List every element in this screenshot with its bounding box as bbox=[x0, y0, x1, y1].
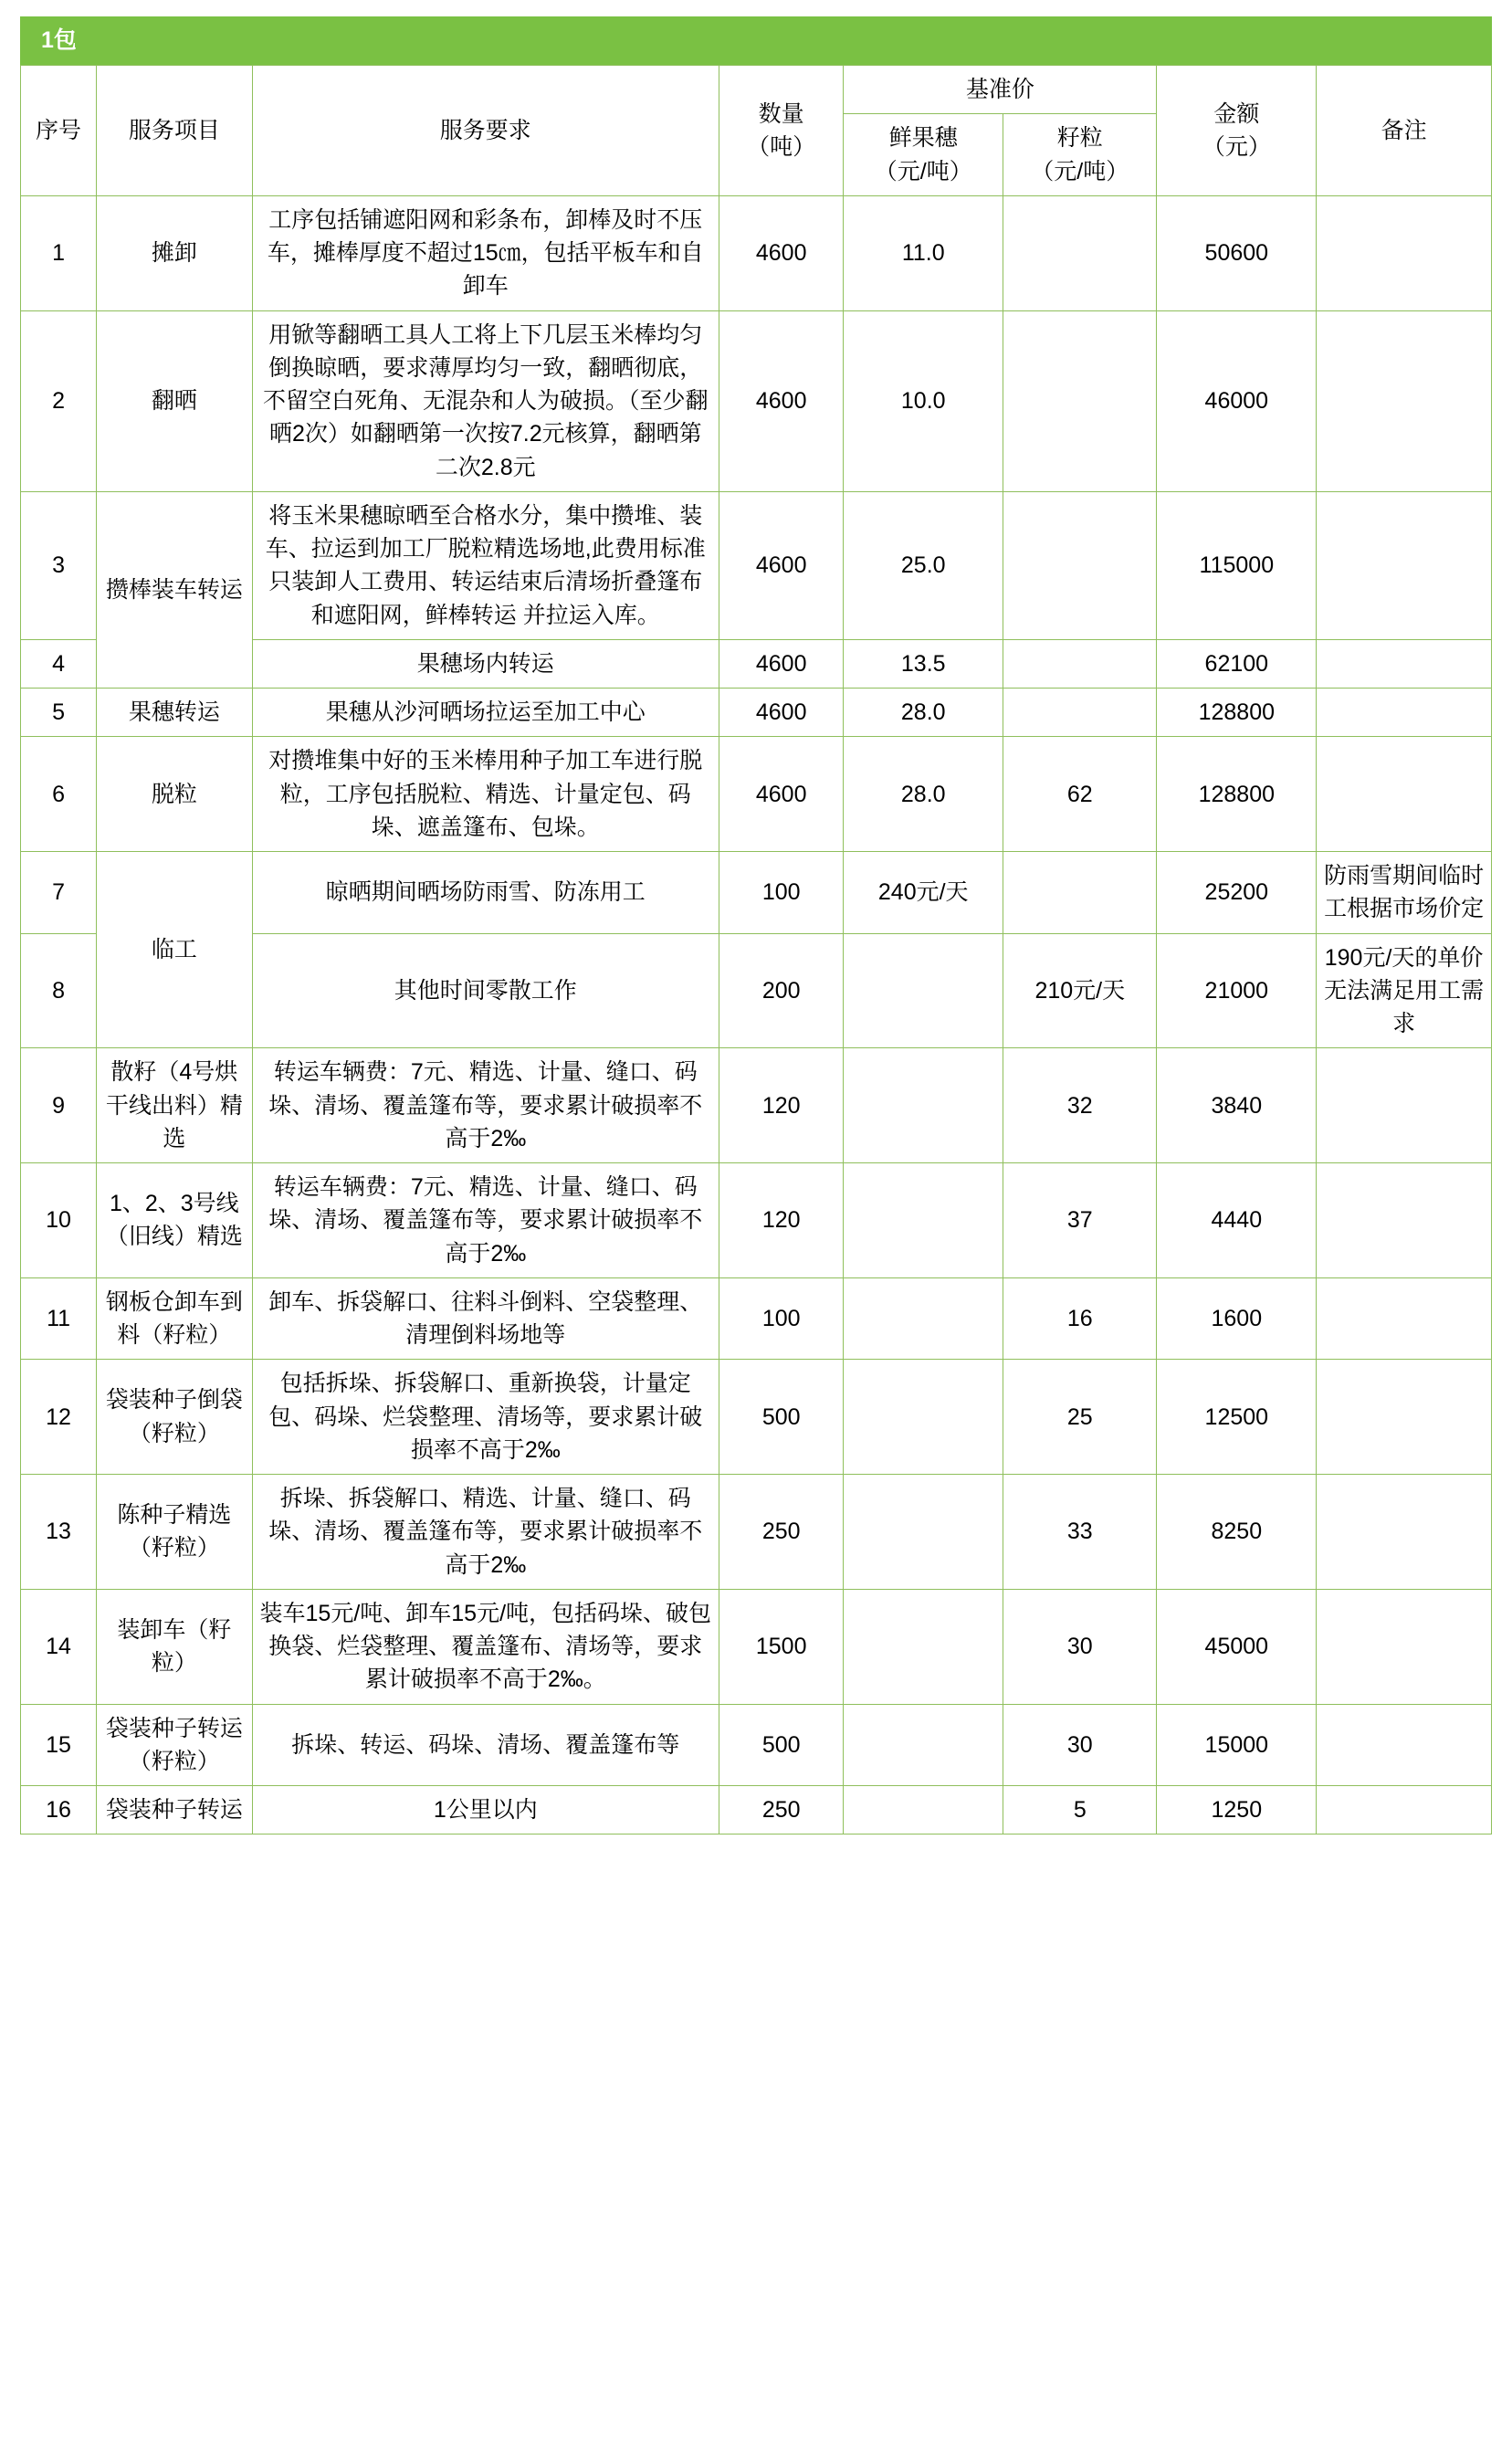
cell-quantity: 250 bbox=[719, 1475, 843, 1590]
cell-item: 脱粒 bbox=[97, 737, 252, 852]
cell-fresh-price bbox=[844, 1360, 1003, 1475]
cell-requirement: 卸车、拆袋解口、往料斗倒料、空袋整理、清理倒料场地等 bbox=[252, 1277, 719, 1360]
cell-amount: 128800 bbox=[1157, 689, 1317, 737]
cell-note bbox=[1317, 1704, 1492, 1786]
table-row bbox=[21, 737, 1492, 852]
header-fresh-price-line1: 鲜果穗 bbox=[888, 125, 958, 152]
cell-item: 装卸车（籽粒） bbox=[97, 1589, 252, 1704]
table-row bbox=[21, 1786, 1492, 1834]
cell-seed-price: 30 bbox=[1003, 1589, 1157, 1704]
cell-seq: 13 bbox=[21, 1475, 97, 1590]
cell-item: 钢板仓卸车到料（籽粒） bbox=[97, 1277, 252, 1360]
package-banner: 1包 bbox=[20, 16, 1492, 65]
cell-amount: 115000 bbox=[1157, 491, 1317, 639]
cell-seq: 11 bbox=[21, 1277, 97, 1360]
cell-fresh-price bbox=[844, 1475, 1003, 1590]
cell-fresh-price: 10.0 bbox=[844, 310, 1003, 491]
cell-quantity: 100 bbox=[719, 1277, 843, 1360]
cell-quantity: 4600 bbox=[719, 310, 843, 491]
header-base-price: 基准价 bbox=[844, 66, 1157, 114]
cell-item: 临工 bbox=[97, 852, 252, 1048]
cell-fresh-price: 240元/天 bbox=[844, 852, 1003, 934]
cell-note bbox=[1317, 1163, 1492, 1278]
cell-quantity: 4600 bbox=[719, 737, 843, 852]
cell-note: 防雨雪期间临时工根据市场价定 bbox=[1317, 852, 1492, 934]
cell-seq: 14 bbox=[21, 1589, 97, 1704]
cell-item: 1、2、3号线（旧线）精选 bbox=[97, 1163, 252, 1278]
cell-amount: 50600 bbox=[1157, 195, 1317, 310]
cell-amount: 21000 bbox=[1157, 933, 1317, 1048]
cell-seed-price: 25 bbox=[1003, 1360, 1157, 1475]
table-row bbox=[21, 1048, 1492, 1163]
table-row bbox=[21, 1589, 1492, 1704]
cell-note bbox=[1317, 1277, 1492, 1360]
cell-fresh-price: 28.0 bbox=[844, 689, 1003, 737]
cell-requirement: 拆垛、转运、码垛、清场、覆盖篷布等 bbox=[252, 1704, 719, 1786]
cell-amount: 3840 bbox=[1157, 1048, 1317, 1163]
cell-requirement: 转运车辆费：7元、精选、计量、缝口、码垛、清场、覆盖篷布等，要求累计破损率不高于2‰ bbox=[252, 1048, 719, 1163]
cell-amount: 12500 bbox=[1157, 1360, 1317, 1475]
cell-quantity: 120 bbox=[719, 1048, 843, 1163]
cell-seq: 2 bbox=[21, 310, 97, 491]
cell-fresh-price bbox=[844, 933, 1003, 1048]
header-item: 服务项目 bbox=[97, 66, 252, 196]
cell-fresh-price: 25.0 bbox=[844, 491, 1003, 639]
cell-seq: 3 bbox=[21, 491, 97, 639]
cell-seed-price bbox=[1003, 310, 1157, 491]
cell-requirement: 包括拆垛、拆袋解口、重新换袋，计量定包、码垛、烂袋整理、清场等，要求累计破损率不高于2‰ bbox=[252, 1360, 719, 1475]
table-row bbox=[21, 1475, 1492, 1590]
header-requirement: 服务要求 bbox=[252, 66, 719, 196]
header-amount-line2: （元） bbox=[1202, 133, 1271, 160]
cell-seq: 6 bbox=[21, 737, 97, 852]
cell-quantity: 500 bbox=[719, 1360, 843, 1475]
cell-requirement: 工序包括铺遮阳网和彩条布，卸棒及时不压车，摊棒厚度不超过15㎝，包括平板车和自卸车 bbox=[252, 195, 719, 310]
cell-quantity: 500 bbox=[719, 1704, 843, 1786]
cell-seq: 15 bbox=[21, 1704, 97, 1786]
cell-note bbox=[1317, 737, 1492, 852]
cell-quantity: 1500 bbox=[719, 1589, 843, 1704]
cell-requirement: 装车15元/吨、卸车15元/吨，包括码垛、破包换袋、烂袋整理、覆盖篷布、清场等，要求累计破损率不高于2‰。 bbox=[252, 1589, 719, 1704]
header-seed-price bbox=[1003, 114, 1157, 196]
cell-seq: 8 bbox=[21, 933, 97, 1048]
bid-items-table bbox=[20, 65, 1492, 1834]
cell-seed-price: 33 bbox=[1003, 1475, 1157, 1590]
cell-requirement: 果穗场内转运 bbox=[252, 639, 719, 688]
table-row bbox=[21, 1163, 1492, 1278]
cell-seed-price bbox=[1003, 491, 1157, 639]
cell-amount: 15000 bbox=[1157, 1704, 1317, 1786]
header-amount bbox=[1157, 66, 1317, 196]
cell-quantity: 4600 bbox=[719, 639, 843, 688]
cell-seed-price: 32 bbox=[1003, 1048, 1157, 1163]
cell-seq: 1 bbox=[21, 195, 97, 310]
cell-requirement: 对攒堆集中好的玉米棒用种子加工车进行脱粒，工序包括脱粒、精选、计量定包、码垛、遮盖篷布、包垛。 bbox=[252, 737, 719, 852]
cell-amount: 128800 bbox=[1157, 737, 1317, 852]
cell-amount: 45000 bbox=[1157, 1589, 1317, 1704]
cell-amount: 8250 bbox=[1157, 1475, 1317, 1590]
cell-note bbox=[1317, 1475, 1492, 1590]
cell-item: 袋装种子转运（籽粒） bbox=[97, 1704, 252, 1786]
cell-note bbox=[1317, 689, 1492, 737]
header-quantity bbox=[719, 66, 843, 196]
cell-requirement: 果穗从沙河晒场拉运至加工中心 bbox=[252, 689, 719, 737]
cell-quantity: 4600 bbox=[719, 195, 843, 310]
cell-note bbox=[1317, 310, 1492, 491]
cell-seq: 16 bbox=[21, 1786, 97, 1834]
cell-amount: 46000 bbox=[1157, 310, 1317, 491]
cell-seed-price bbox=[1003, 639, 1157, 688]
cell-seed-price: 37 bbox=[1003, 1163, 1157, 1278]
cell-seq: 10 bbox=[21, 1163, 97, 1278]
cell-note bbox=[1317, 1589, 1492, 1704]
cell-quantity: 250 bbox=[719, 1786, 843, 1834]
table-row bbox=[21, 689, 1492, 737]
cell-requirement: 晾晒期间晒场防雨雪、防冻用工 bbox=[252, 852, 719, 934]
header-fresh-price bbox=[844, 114, 1003, 196]
cell-requirement: 1公里以内 bbox=[252, 1786, 719, 1834]
cell-requirement: 用锨等翻晒工具人工将上下几层玉米棒均匀倒换晾晒，要求薄厚均匀一致，翻晒彻底，不留空白死角、无混杂和人为破损。（至少翻晒2次）如翻晒第一次按7.2元核算，翻晒第二次2.8元 bbox=[252, 310, 719, 491]
header-note: 备注 bbox=[1317, 66, 1492, 196]
table-row bbox=[21, 1704, 1492, 1786]
cell-fresh-price: 11.0 bbox=[844, 195, 1003, 310]
cell-note: 190元/天的单价无法满足用工需求 bbox=[1317, 933, 1492, 1048]
cell-fresh-price bbox=[844, 1163, 1003, 1278]
cell-requirement: 将玉米果穗晾晒至合格水分，集中攒堆、装车、拉运到加工厂脱粒精选场地,此费用标准只装卸人工费用、转运结束后清场折叠篷布和遮阳网，鲜棒转运 并拉运入库。 bbox=[252, 491, 719, 639]
header-quantity-line1: 数量 bbox=[758, 100, 804, 127]
cell-item: 袋装种子转运 bbox=[97, 1786, 252, 1834]
cell-fresh-price: 28.0 bbox=[844, 737, 1003, 852]
cell-item: 摊卸 bbox=[97, 195, 252, 310]
table-row bbox=[21, 491, 1492, 639]
cell-amount: 25200 bbox=[1157, 852, 1317, 934]
cell-fresh-price bbox=[844, 1704, 1003, 1786]
cell-item: 攒棒装车转运 bbox=[97, 491, 252, 688]
table-header-row-1 bbox=[21, 66, 1492, 114]
cell-seq: 4 bbox=[21, 639, 97, 688]
cell-fresh-price bbox=[844, 1786, 1003, 1834]
cell-quantity: 200 bbox=[719, 933, 843, 1048]
table-row bbox=[21, 1277, 1492, 1360]
cell-seed-price: 16 bbox=[1003, 1277, 1157, 1360]
cell-note bbox=[1317, 491, 1492, 639]
table-row bbox=[21, 1360, 1492, 1475]
table-row bbox=[21, 310, 1492, 491]
cell-quantity: 4600 bbox=[719, 689, 843, 737]
table-row bbox=[21, 195, 1492, 310]
cell-note bbox=[1317, 195, 1492, 310]
cell-note bbox=[1317, 1360, 1492, 1475]
cell-amount: 4440 bbox=[1157, 1163, 1317, 1278]
cell-item: 袋装种子倒袋（籽粒） bbox=[97, 1360, 252, 1475]
cell-seq: 9 bbox=[21, 1048, 97, 1163]
cell-seed-price bbox=[1003, 852, 1157, 934]
table-row bbox=[21, 852, 1492, 934]
cell-quantity: 120 bbox=[719, 1163, 843, 1278]
cell-item: 果穗转运 bbox=[97, 689, 252, 737]
cell-item: 散籽（4号烘干线出料）精选 bbox=[97, 1048, 252, 1163]
header-seq: 序号 bbox=[21, 66, 97, 196]
header-amount-line1: 金额 bbox=[1213, 100, 1260, 127]
cell-note bbox=[1317, 1786, 1492, 1834]
header-seed-price-line1: 籽粒 bbox=[1056, 125, 1103, 152]
cell-note bbox=[1317, 1048, 1492, 1163]
cell-seed-price: 210元/天 bbox=[1003, 933, 1157, 1048]
cell-fresh-price: 13.5 bbox=[844, 639, 1003, 688]
cell-item: 陈种子精选（籽粒） bbox=[97, 1475, 252, 1590]
cell-fresh-price bbox=[844, 1048, 1003, 1163]
cell-requirement: 其他时间零散工作 bbox=[252, 933, 719, 1048]
cell-seed-price bbox=[1003, 195, 1157, 310]
cell-seed-price: 30 bbox=[1003, 1704, 1157, 1786]
cell-seq: 12 bbox=[21, 1360, 97, 1475]
cell-seed-price bbox=[1003, 689, 1157, 737]
cell-seq: 5 bbox=[21, 689, 97, 737]
header-seed-price-line2: （元/吨） bbox=[1031, 158, 1129, 184]
cell-seq: 7 bbox=[21, 852, 97, 934]
header-quantity-line2: （吨） bbox=[747, 133, 816, 160]
cell-note bbox=[1317, 639, 1492, 688]
cell-requirement: 拆垛、拆袋解口、精选、计量、缝口、码垛、清场、覆盖篷布等，要求累计破损率不高于2‰ bbox=[252, 1475, 719, 1590]
cell-quantity: 4600 bbox=[719, 491, 843, 639]
cell-amount: 1600 bbox=[1157, 1277, 1317, 1360]
cell-item: 翻晒 bbox=[97, 310, 252, 491]
cell-fresh-price bbox=[844, 1589, 1003, 1704]
cell-requirement: 转运车辆费：7元、精选、计量、缝口、码垛、清场、覆盖篷布等，要求累计破损率不高于2‰ bbox=[252, 1163, 719, 1278]
cell-seed-price: 62 bbox=[1003, 737, 1157, 852]
cell-quantity: 100 bbox=[719, 852, 843, 934]
header-fresh-price-line2: （元/吨） bbox=[874, 158, 972, 184]
cell-seed-price: 5 bbox=[1003, 1786, 1157, 1834]
cell-amount: 62100 bbox=[1157, 639, 1317, 688]
cell-amount: 1250 bbox=[1157, 1786, 1317, 1834]
cell-fresh-price bbox=[844, 1277, 1003, 1360]
